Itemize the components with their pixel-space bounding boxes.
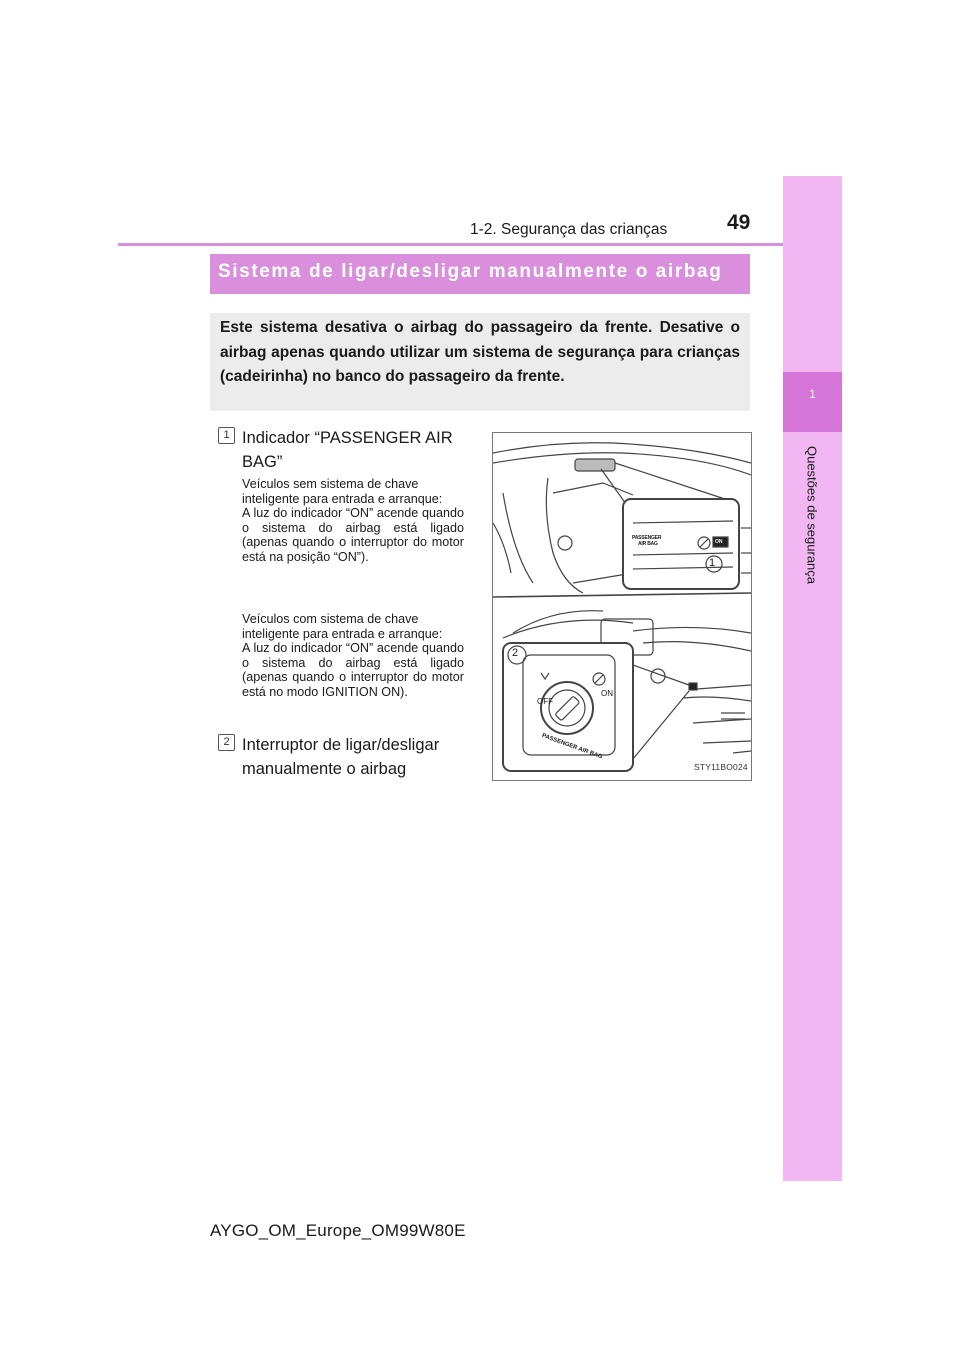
indicator-label-line-1: PASSENGER: [632, 535, 662, 541]
chapter-number: 1: [809, 387, 816, 401]
item-title-1: Indicador “PASSENGER AIR BAG”: [242, 429, 453, 471]
intro-line-2: Desative o airbag apenas quando utilizar um sistema de segurança para crianças (cadeirinha) no banco do passageiro da frente.: [220, 319, 740, 386]
chapter-number-block: [783, 372, 842, 432]
section-title: 1-2. Segurança das crianças: [470, 221, 668, 238]
indicator-label: [632, 535, 661, 547]
chapter-side-tab: [783, 176, 842, 1181]
switch-on-label: ON: [601, 689, 613, 698]
document-footer: AYGO_OM_Europe_OM99W80E: [210, 1221, 466, 1240]
indicator-label-line-2: AIR BAG: [638, 541, 658, 547]
switch-ring-label: PASSENGER AIR BAG: [540, 733, 604, 761]
callout-2-number: 2: [512, 647, 519, 659]
callout-1-number: 1: [709, 557, 716, 569]
item-1-paragraph-1: [242, 477, 464, 565]
item-badge-1: 1: [218, 427, 235, 444]
item-1-condition-2: Veículos com sistema de chave inteligente para entrada e arranque:: [242, 612, 443, 641]
intro-text: [220, 316, 740, 390]
switch-off-label: OFF: [537, 697, 553, 706]
page-number: 49: [727, 211, 751, 234]
item-title-2: Interruptor de ligar/desligar manualmente o airbag: [242, 736, 440, 778]
item-badge-2: 2: [218, 734, 235, 751]
item-1-paragraph-2: [242, 612, 464, 700]
header-rule: [118, 243, 842, 246]
chapter-label: Questões de segurança: [804, 445, 820, 585]
item-1-text-2: A luz do indicador “ON” acende quando o sistema do airbag está ligado (apenas quando o interruptor do motor está no modo IGNITION ON).: [242, 641, 464, 699]
illustration-code: STY11BO024: [694, 762, 748, 772]
item-1-condition-1: Veículos sem sistema de chave inteligente para entrada e arranque:: [242, 477, 443, 506]
dashboard-drawing: [493, 433, 751, 780]
section-heading: Sistema de ligar/desligar manualmente o airbag: [218, 261, 723, 282]
indicator-on-label: ON: [715, 539, 723, 545]
dashboard-illustration: [492, 432, 752, 781]
item-1-text-1: A luz do indicador “ON” acende quando o sistema do airbag está ligado (apenas quando o interruptor do motor está na posição “ON”).: [242, 506, 464, 564]
intro-line-1: Este sistema desativa o airbag do passageiro da frente.: [220, 319, 653, 336]
